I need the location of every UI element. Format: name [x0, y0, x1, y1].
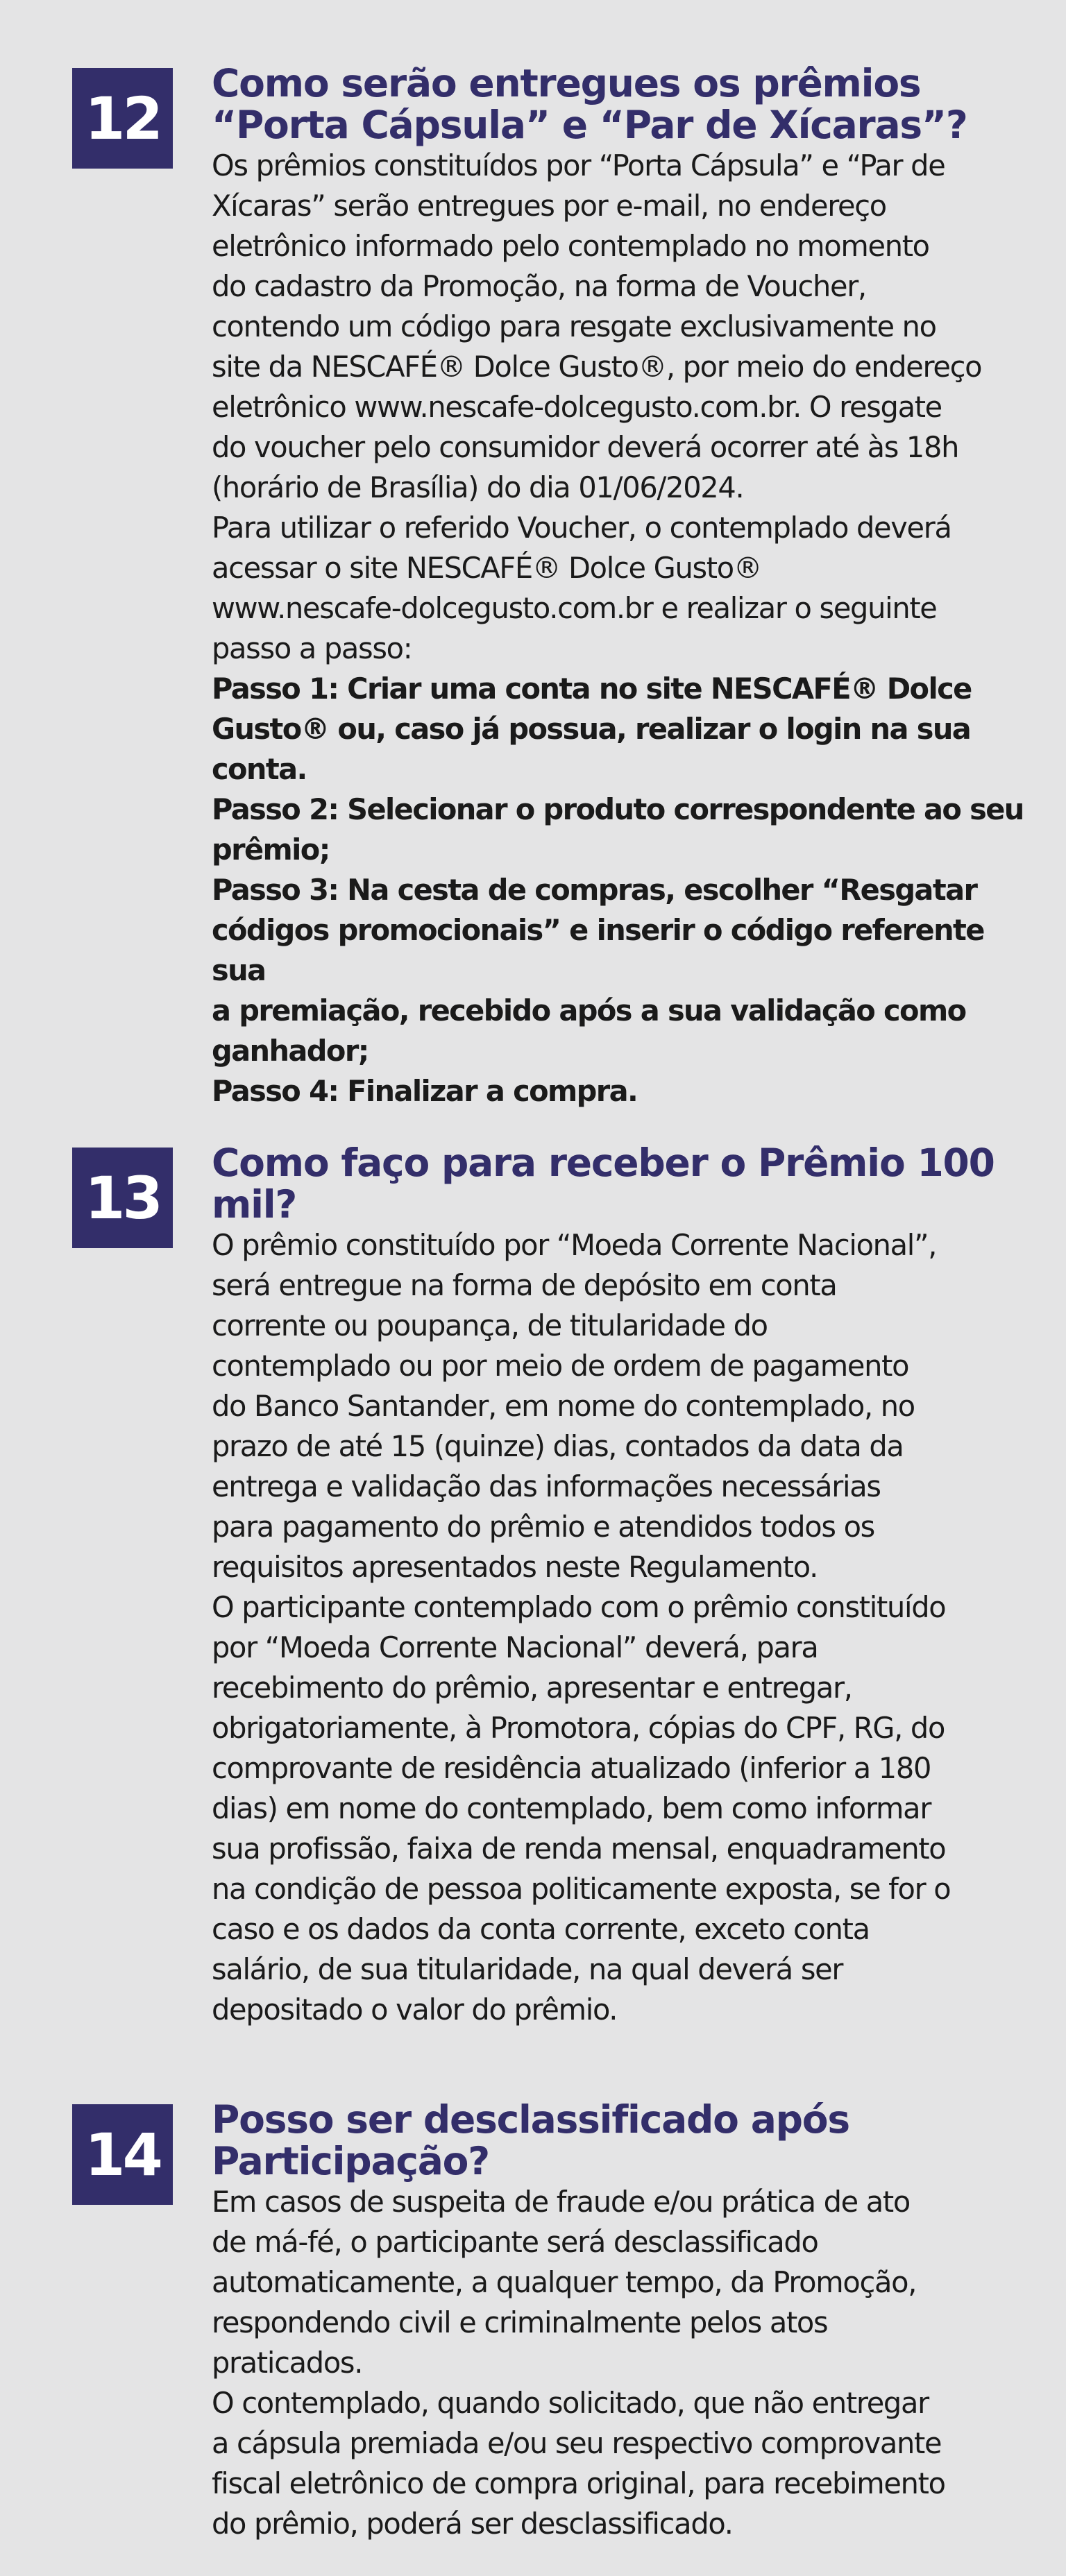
- answer-paragraph: O prêmio constituído por “Moeda Corrente Nacional”, será entregue na forma de depósito em conta corrente ou poupança, de titularidade do contemplado ou por meio de ordem de pagamento do Banco Santander, em nome do contemplado, no prazo de até 15 (quinze) dias, contados da data da entrega e validação das informações necessárias para pagamento do prêmio e atendidos todos os requisitos apresentados neste Regulamento.: [212, 1228, 937, 1584]
- question-title: Como serão entregues os prêmios “Porta Cápsula” e “Par de Xícaras”?: [212, 61, 967, 147]
- faq-content: [212, 1142, 1044, 2030]
- question-title: Posso ser desclassificado após Participação?: [212, 2097, 849, 2183]
- step-item: Passo 1: Criar uma conta no site NESCAFÉ® Dolce Gusto® ou, caso já possua, realizar o login na sua conta.: [212, 672, 972, 786]
- answer-paragraph: Os prêmios constituídos por “Porta Cápsula” e “Par de Xícaras” serão entregues por e-mail, no endereço eletrônico informado pelo contemplado no momento do cadastro da Promoção, na forma de Voucher, contendo um código para resgate exclusivamente no site da NESCAFÉ® Dolce Gusto®, por meio do endereço eletrônico www.nescafe-dolcegusto.com.br. O resgate do voucher pelo consumidor deverá ocorrer até às 18h (horário de Brasília) do dia 01/06/2024.: [212, 148, 982, 504]
- faq-content: [212, 2099, 1044, 2544]
- answer-paragraph: Em casos de suspeita de fraude e/ou prática de ato de má-fé, o participante será desclassificado automaticamente, a qualquer tempo, da Promoção, respondendo civil e criminalmente pelos atos praticados.: [212, 2185, 917, 2380]
- answer-paragraph: Para utilizar o referido Voucher, o contemplado deverá acessar o site NESCAFÉ® Dolce Gusto® www.nescafe-dolcegusto.com.br e realizar o seguinte passo a passo:: [212, 511, 951, 665]
- step-item: Passo 4: Finalizar a compra.: [212, 1074, 638, 1108]
- faq-content: [212, 62, 1044, 1111]
- question-title: Como faço para receber o Prêmio 100 mil?: [212, 1141, 995, 1227]
- step-item: Passo 2: Selecionar o produto correspondente ao seu prêmio;: [212, 792, 1024, 867]
- question-number-badge: 14: [72, 2104, 173, 2205]
- answer-paragraph: O contemplado, quando solicitado, que não entregar a cápsula premiada e/ou seu respectivo comprovante fiscal eletrônico de compra original, para recebimento do prêmio, poderá ser desclassificado.: [212, 2386, 945, 2541]
- step-item: Passo 3: Na cesta de compras, escolher “Resgatar códigos promocionais” e inserir o código referente sua a premiação, recebido após a sua validação como ganhador;: [212, 873, 984, 1068]
- answer-paragraph: O participante contemplado com o prêmio constituído por “Moeda Corrente Nacional” deverá, para recebimento do prêmio, apresentar e entregar, obrigatoriamente, à Promotora, cópias do CPF, RG, do comprovante de residência atualizado (inferior a 180 dias) em nome do contemplado, bem como informar sua profissão, faixa de renda mensal, enquadramento na condição de pessoa politicamente exposta, se for o caso e os dados da conta corrente, exceto conta salário, de sua titularidade, na qual deverá ser depositado o valor do prêmio.: [212, 1590, 951, 2027]
- question-number-badge: 12: [72, 68, 173, 169]
- question-number-badge: 13: [72, 1148, 173, 1248]
